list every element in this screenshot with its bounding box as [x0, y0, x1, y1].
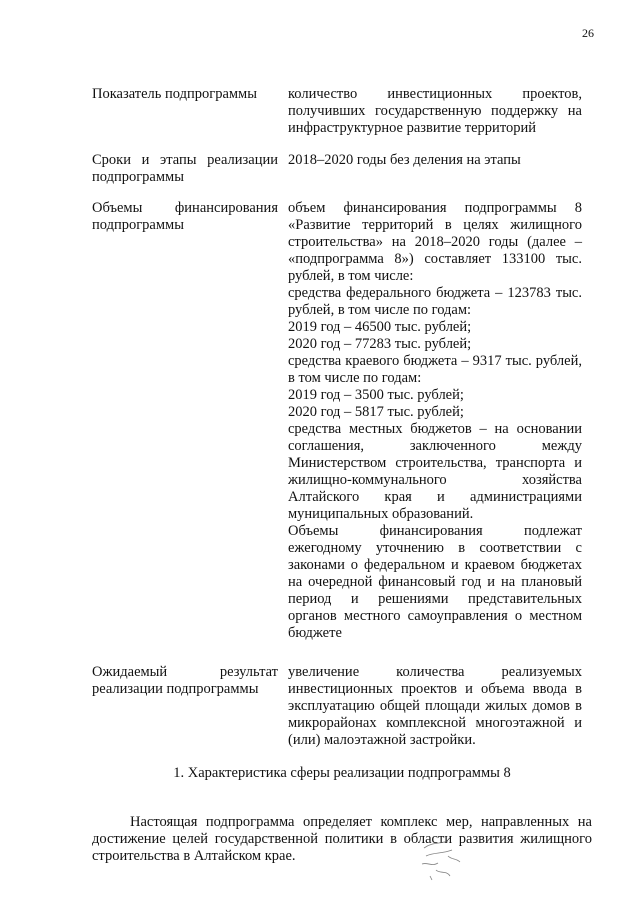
row-paragraph: 2020 год – 77283 тыс. рублей; [288, 336, 472, 352]
row-paragraph: Объемы финансирования подлежат ежегодному уточнению в соответствии с законами о федеральном и краевом бюджетах на очередной финансовый год и на плановый период и решениями представительных органов местного самоуправления о местном бюджете [288, 523, 582, 641]
row-paragraph: увеличение количества реализуемых инвестиционных проектов и объема ввода в эксплуатацию общей площади жилых домов в микрорайонах комплексной многоэтажной и (или) малоэтажной застройки. [288, 664, 582, 748]
row-value [288, 86, 582, 152]
row-value [288, 200, 582, 664]
row-label: Ожидаемый результат реализации подпрограммы [92, 664, 278, 697]
row-label: Объемы финансирования подпрограммы [92, 200, 278, 233]
row-value [288, 152, 582, 200]
row-paragraph: 2020 год – 5817 тыс. рублей; [288, 404, 464, 420]
row-paragraph: объем финансирования подпрограммы 8 «Развитие территорий в целях жилищного строительства» на 2018–2020 годы (далее – «подпрограмма 8») составляет 133100 тыс. рублей, в том числе: [288, 200, 582, 284]
page-number: 26 [582, 26, 594, 40]
passport-row-result [92, 664, 592, 749]
row-paragraph: средства краевого бюджета – 9317 тыс. рублей, в том числе по годам: [288, 353, 582, 386]
body-paragraph: Настоящая подпрограмма определяет комплекс мер, направленных на достижение целей государственной политики в области развития жилищного строительства в Алтайском крае. [92, 813, 592, 864]
section-title: 1. Характеристика сферы реализации подпрограммы 8 [173, 765, 511, 781]
passport-row-timeline [92, 152, 592, 200]
row-paragraph: количество инвестиционных проектов, получивших государственную поддержку на инфраструктурное развитие территорий [288, 86, 582, 136]
row-paragraph: 2018–2020 годы без деления на этапы [288, 152, 521, 168]
row-paragraph: 2019 год – 46500 тыс. рублей; [288, 319, 472, 335]
passport-row-indicator [92, 86, 592, 152]
row-label: Сроки и этапы реализации подпрограммы [92, 152, 278, 185]
row-label: Показатель подпрограммы [92, 86, 257, 102]
passport-table [92, 86, 592, 749]
row-paragraph: средства местных бюджетов – на основании соглашения, заключенного между Министерством строительства, транспорта и жилищно-коммунального хозяйства Алтайского края и администрациями муниципальных образований. [288, 421, 582, 522]
row-paragraph: 2019 год – 3500 тыс. рублей; [288, 387, 464, 403]
passport-row-funding [92, 200, 592, 664]
row-paragraph: средства федерального бюджета – 123783 тыс. рублей, в том числе по годам: [288, 285, 582, 318]
row-value [288, 664, 582, 749]
signature-mark [418, 834, 470, 884]
